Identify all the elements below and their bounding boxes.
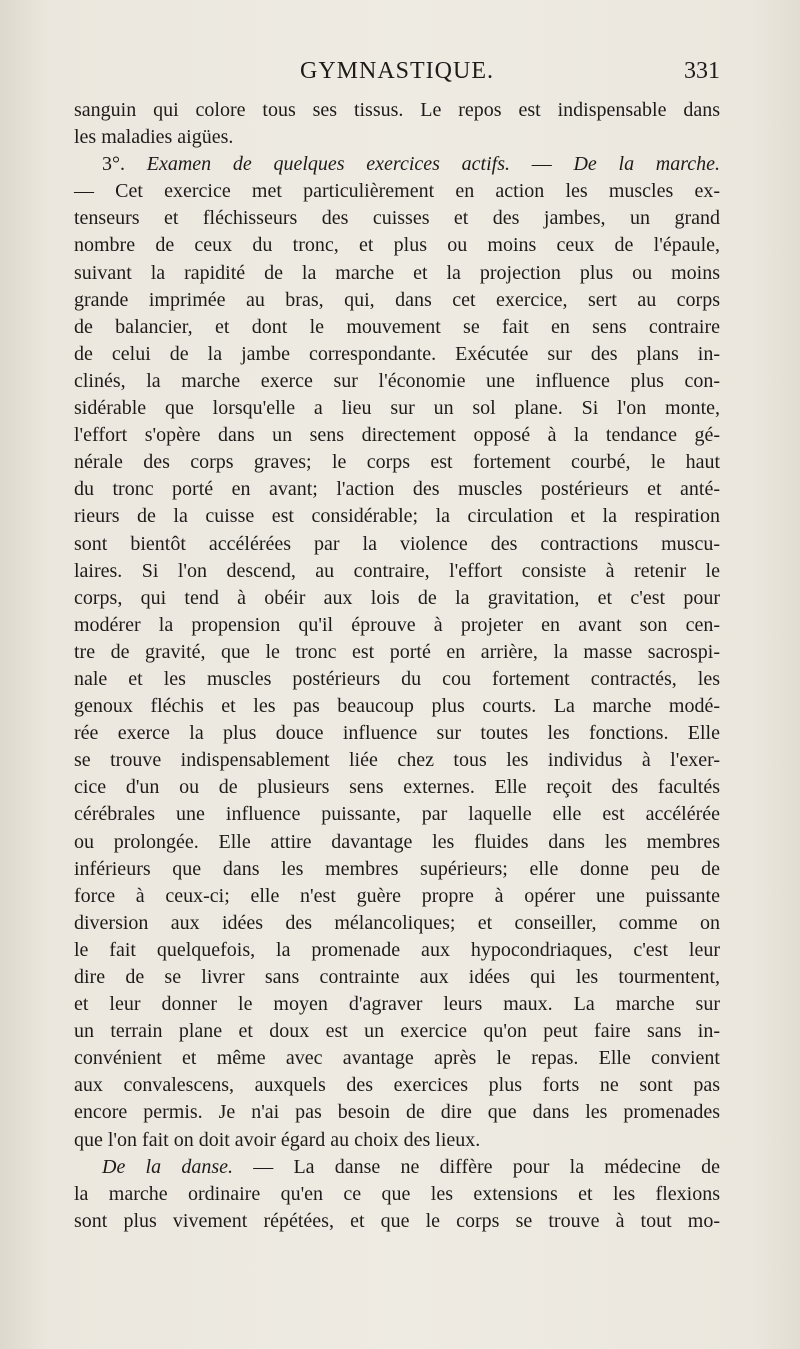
text-line: les maladies aigües. xyxy=(74,126,234,149)
text-line: cérébrales une influence puissante, par laquelle elle est accélérée xyxy=(74,803,720,826)
subsection-heading xyxy=(74,1154,720,1181)
section-title: Examen de quelques exercices actifs. xyxy=(146,153,510,176)
text-line: — Cet exercice met particulièrement en action les muscles ex- xyxy=(74,180,720,203)
subsection-rest: — La danse ne diffère pour la médecine de xyxy=(253,1155,721,1178)
text-line: du tronc porté en avant; l'action des muscles postérieurs et anté- xyxy=(74,478,720,501)
text-line: se trouve indispensablement liée chez tous les individus à l'exer- xyxy=(74,749,720,772)
text-line: suivant la rapidité de la marche et la projection plus ou moins xyxy=(74,261,720,284)
text-line: tre de gravité, que le tronc est porté en arrière, la masse sacrospi- xyxy=(74,640,720,663)
text-line: laires. Si l'on descend, au contraire, l'effort consiste à retenir le xyxy=(74,559,720,582)
text-line: de balancier, et dont le mouvement se fait en sens contraire xyxy=(74,315,720,338)
text-line: diversion aux idées des mélancoliques; et conseiller, comme on xyxy=(74,911,720,934)
text-line: sont plus vivement répétées, et que le corps se trouve à tout mo- xyxy=(74,1209,720,1232)
text-line: la marche ordinaire qu'en ce que les extensions et les flexions xyxy=(74,1182,720,1205)
page-number: 331 xyxy=(684,58,720,84)
body-text xyxy=(74,97,720,1235)
text-line: cice d'un ou de plusieurs sens externes. Elle reçoit des facultés xyxy=(74,776,720,799)
text-line: tenseurs et fléchisseurs des cuisses et des jambes, un grand xyxy=(74,207,720,230)
text-line: nale et les muscles postérieurs du cou fortement contractés, les xyxy=(74,667,720,690)
text-line: convénient et même avec avantage après le repas. Elle convient xyxy=(74,1047,720,1070)
text-line: sanguin qui colore tous ses tissus. Le repos est indispensable dans xyxy=(74,99,720,121)
text-line: rieurs de la cuisse est considérable; la circulation et la respiration xyxy=(74,505,720,528)
text-line: clinés, la marche exerce sur l'économie une influence plus con- xyxy=(74,369,720,392)
text-line: encore permis. Je n'ai pas besoin de dire que dans les promenades xyxy=(74,1101,720,1124)
text-line: sidérable que lorsqu'elle a lieu sur un sol plane. Si l'on monte, xyxy=(74,397,720,420)
text-line: de celui de la jambe correspondante. Exécutée sur des plans in- xyxy=(74,342,720,365)
text-line: rée exerce la plus douce influence sur toutes les fonctions. Elle xyxy=(74,722,720,745)
text-line: aux convalescens, auxquels des exercices plus forts ne sont pas xyxy=(74,1074,720,1097)
text-line: nombre de ceux du tronc, et plus ou moins ceux de l'épaule, xyxy=(74,234,720,257)
section-heading xyxy=(74,151,720,178)
text-line: genoux fléchis et les pas beaucoup plus courts. La marche modé- xyxy=(74,695,720,718)
text-line: dire de se livrer sans contrainte aux idées qui les tourmentent, xyxy=(74,966,720,988)
text-line: modérer la propension qu'il éprouve à projeter en avant son cen- xyxy=(74,613,720,636)
section-subtitle: De la marche. xyxy=(573,153,721,176)
text-line: que l'on fait on doit avoir égard au choix des lieux. xyxy=(74,1128,481,1151)
text-line: ou prolongée. Elle attire davantage les fluides dans les membres xyxy=(74,830,720,853)
text-line: un terrain plane et doux est un exercice qu'on peut faire sans in- xyxy=(74,1020,720,1043)
text-line: corps, qui tend à obéir aux lois de la gravitation, et c'est pour xyxy=(74,586,720,609)
text-line: le fait quelquefois, la promenade aux hypocondriaques, c'est leur xyxy=(74,938,720,961)
section-number: 3°. xyxy=(102,153,125,176)
text-line: nérale des corps graves; le corps est fortement courbé, le haut xyxy=(74,451,720,474)
section-dash: — xyxy=(531,153,552,176)
page-header xyxy=(74,58,720,88)
text-line: grande imprimée au bras, qui, dans cet exercice, sert au corps xyxy=(74,288,720,311)
text-line: l'effort s'opère dans un sens directement opposé à la tendance gé- xyxy=(74,424,720,447)
text-line: et leur donner le moyen d'agraver leurs maux. La marche sur xyxy=(74,993,720,1016)
running-title: GYMNASTIQUE. xyxy=(300,58,494,84)
text-line: sont bientôt accélérées par la violence des contractions muscu- xyxy=(74,532,720,555)
text-line: force à ceux-ci; elle n'est guère propre à opérer une puissante xyxy=(74,884,720,907)
text-line: inférieurs que dans les membres supérieurs; elle donne peu de xyxy=(74,857,720,880)
subsection-title: De la danse. xyxy=(102,1155,233,1178)
